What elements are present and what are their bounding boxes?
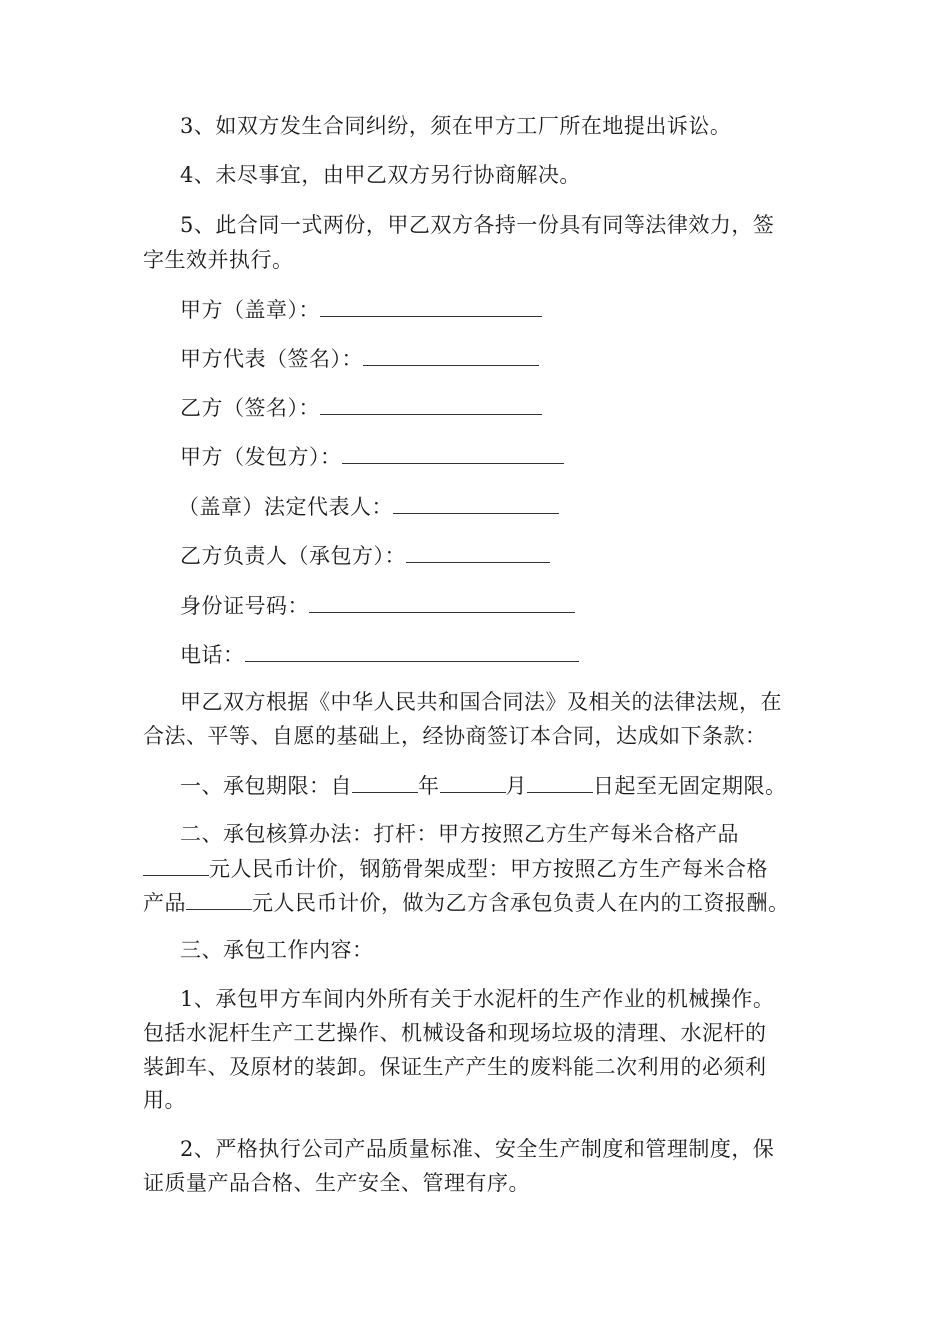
- signature-label: （盖章）法定代表人：: [178, 495, 393, 519]
- signature-blank[interactable]: [342, 443, 564, 464]
- price-blank[interactable]: [186, 889, 252, 910]
- signature-label: 甲方代表（签名）：: [180, 347, 363, 371]
- signature-blank[interactable]: [363, 345, 539, 366]
- signature-phone: [180, 641, 579, 668]
- signature-party-a-rep: [180, 345, 539, 372]
- signature-blank[interactable]: [309, 592, 575, 613]
- clause-3: 3、如双方发生合同纠纷，须在甲方工厂所在地提出诉讼。: [180, 114, 732, 138]
- work-item-1-line-4: 用。: [143, 1088, 186, 1112]
- accounting-text: 元人民币计价，钢筋骨架成型：甲方按照乙方生产每米合格: [209, 857, 768, 881]
- intro-line-1: 甲乙双方根据《中华人民共和国合同法》及相关的法律法规，在: [180, 690, 782, 714]
- signature-blank[interactable]: [320, 296, 542, 317]
- work-item-2-line-2: 证质量产品合格、生产安全、管理有序。: [143, 1171, 530, 1195]
- signature-legal-rep: [178, 493, 559, 520]
- signature-id-number: [180, 592, 575, 619]
- work-item-1-line-1: 1、承包甲方车间内外所有关于水泥杆的生产作业的机械操作。: [180, 987, 775, 1011]
- signature-party-b: [180, 394, 542, 421]
- accounting-line-3: [143, 889, 790, 916]
- work-heading: 三、承包工作内容：: [180, 938, 374, 962]
- term-suffix: 日起至无固定期限。: [593, 774, 787, 798]
- term-prefix: 一、承包期限：自: [180, 774, 352, 798]
- price-blank[interactable]: [143, 855, 209, 876]
- signature-blank[interactable]: [245, 641, 579, 662]
- clause-4: 4、未尽事宜，由甲乙双方另行协商解决。: [180, 163, 581, 187]
- work-item-1-line-3: 装卸车、及原材的装卸。保证生产产生的废料能二次利用的必须利: [143, 1055, 767, 1079]
- accounting-text: 元人民币计价，做为乙方含承包负责人在内的工资报酬。: [252, 891, 790, 915]
- signature-blank[interactable]: [393, 493, 559, 514]
- clause-5-line-1: 5、此合同一式两份，甲乙双方各持一份具有同等法律效力，签: [180, 213, 775, 237]
- signature-blank[interactable]: [320, 394, 542, 415]
- day-blank[interactable]: [527, 772, 593, 793]
- signature-label: 乙方（签名）：: [180, 396, 320, 420]
- accounting-line-1: 二、承包核算办法：打杆：甲方按照乙方生产每米合格产品: [180, 822, 739, 846]
- year-blank[interactable]: [352, 772, 418, 793]
- signature-label: 甲方（盖章）：: [180, 298, 320, 322]
- work-item-2-line-1: 2、严格执行公司产品质量标准、安全生产制度和管理制度，保: [180, 1137, 775, 1161]
- signature-label: 电话：: [180, 643, 245, 667]
- intro-line-2: 合法、平等、自愿的基础上，经协商签订本合同，达成如下条款：: [143, 724, 767, 748]
- signature-label: 乙方负责人（承包方）：: [180, 544, 406, 568]
- signature-party-a-contractor: [180, 443, 564, 470]
- accounting-line-2: [143, 855, 768, 882]
- term-year: 年: [418, 774, 440, 798]
- contract-term: [180, 772, 787, 799]
- signature-label: 身份证号码：: [180, 594, 309, 618]
- term-month: 月: [505, 774, 527, 798]
- accounting-text: 产品: [143, 891, 186, 915]
- clause-5-line-2: 字生效并执行。: [143, 248, 294, 272]
- signature-blank[interactable]: [406, 542, 550, 563]
- work-item-1-line-2: 包括水泥杆生产工艺操作、机械设备和现场垃圾的清理、水泥杆的: [143, 1021, 767, 1045]
- signature-party-a-seal: [180, 296, 542, 323]
- signature-label: 甲方（发包方）：: [180, 445, 342, 469]
- signature-party-b-head: [180, 542, 550, 569]
- month-blank[interactable]: [440, 772, 506, 793]
